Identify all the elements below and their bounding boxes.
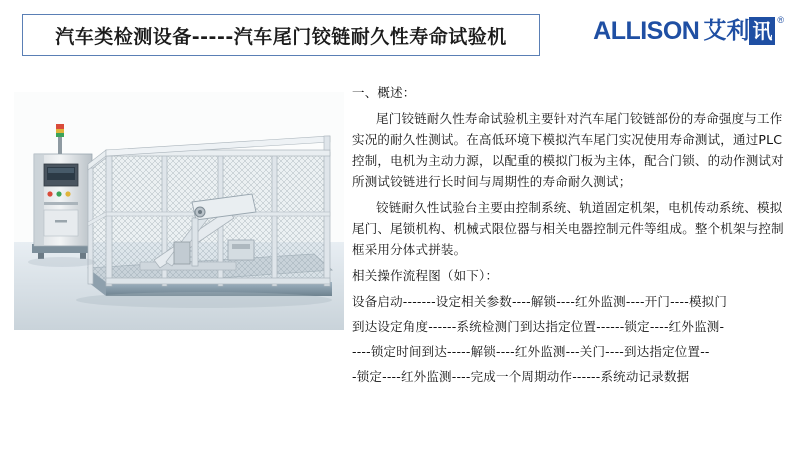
brand-name-en: ALLISON bbox=[593, 17, 700, 45]
equipment-photo bbox=[14, 92, 344, 330]
overview-paragraph-1: 尾门铰链耐久性寿命试验机主要针对汽车尾门铰链部份的寿命强度与工作实况的耐久性测试。在高低环境下模拟汽车尾门实况使用寿命测试，通过PLC控制，电机为主动力源，以配重的模拟门板为主体，配合门锁、的动作测试对所测试铰链进行长时间与周期性的寿命耐久测试； bbox=[352, 111, 784, 189]
description-panel bbox=[352, 82, 788, 391]
registered-trademark-icon: ® bbox=[777, 15, 784, 25]
flow-heading: 相关操作流程图（如下）： bbox=[352, 268, 499, 283]
section-heading-overview: 一、概述： bbox=[352, 85, 416, 100]
equipment-photo-illustration bbox=[14, 92, 344, 330]
page-title-box bbox=[22, 14, 540, 56]
overview-paragraph-2: 铰链耐久性试验台主要由控制系统、轨道固定机架，电机传动系统、模拟尾门、尾锁机构、机械式限位器与相关电器控制元件等组成。整个机架与控制框采用分体式拼装。 bbox=[352, 200, 784, 257]
flow-line: 到达设定角度------系统检测门到达指定位置------锁定----红外监测- bbox=[352, 319, 725, 334]
brand-name-cn-wrap bbox=[703, 14, 784, 48]
flow-line: ----锁定时间到达-----解锁----红外监测---关门----到达指定位置-- bbox=[352, 344, 710, 359]
operation-flow-list bbox=[352, 291, 788, 387]
company-logo bbox=[593, 14, 784, 56]
brand-name-cn: 艾利 bbox=[703, 18, 750, 44]
page-title: 汽车类检测设备-----汽车尾门铰链耐久性寿命试验机 bbox=[55, 25, 507, 48]
brand-badge-character: 讯 bbox=[749, 17, 775, 45]
flow-line: -锁定----红外监测----完成一个周期动作------系统动记录数据 bbox=[352, 369, 690, 384]
flow-line: 设备启动-------设定相关参数----解锁----红外监测----开门----模拟门 bbox=[352, 294, 728, 309]
